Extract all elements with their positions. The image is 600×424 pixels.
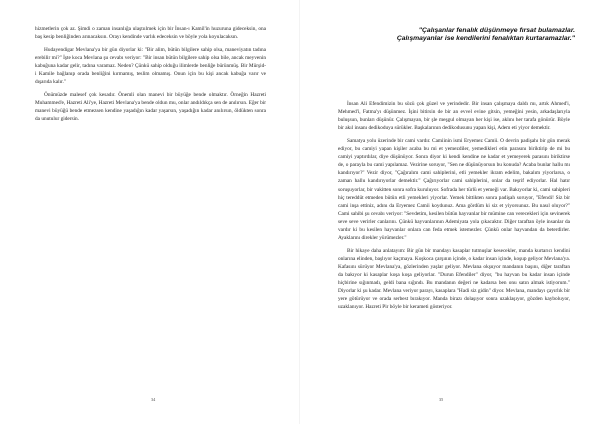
left-paragraph-2: Hudayendigar Mevlana'ya bir gün diyorlar ki: "Bir alim, bütün bilgilere sahip olsa, maneviyatın tadına erebilir mi?" İşte koca Mevlana şu cevabı veriyor: "Bir insan bütün bilgilere sahip olsa bile, ancak meyvenin kabuğuna kadar gelir, tadına varamaz. Neden? Çünkü sahip olduğu ilimlerde benliğe bürünmüş. Bir Mürşid-i Kamile bağlanıp orada benliğini kırmamış, teslim olmamış. Onun için bu kişi ancak kabuğa varır ve dışarıda kalır."	[35, 46, 266, 86]
right-page	[300, 0, 600, 424]
right-page-number: 35	[439, 397, 444, 402]
right-page-body	[338, 100, 570, 312]
right-paragraph-1: İnsan Ali Efendimizin bu sözü çok güzel ve yerindedir. Bir insan çalışmaya daldı mı, artık Ahmed'i, Mehmed'i, Fatma'yı düşünmez. İşini bitirsin de bir an evvel evine gitsin, yemeğini yesin, arkadaşlarıyla buluşsun, bunları düşünür. Çalışmayan, bir şle meşgul olmayan her kişi ise, aklını her tarafa gönürür. Böyle bir akıl insanı dedikoduya sürükler. Başkalarının dedikodusunu yapan kişi, Adem eti yiyor demektir.	[338, 101, 570, 132]
left-page-body	[35, 25, 266, 123]
left-paragraph-3: Önümüzde malesef çok kesadır. Önemli olan manevi bir büyüğe bende olmaktır. Örneğin Hazreti Muhammed'e, Hazreti Ali'ye, Hazreti Mevlana'ya bende oldun mu, onlar andıldıkça sen de anılırsın. Eğer bir manevi büyüğü bende etmezsen kendine yaşadığın kadar yaşarsın, yaşadığın kadar anılırsın, öldükten sonra da unutulur gidersin.	[35, 91, 266, 123]
right-paragraph-2: Samatya yolu üzerinde bir cami vardır. Camiinin ismi Eryemez Camii. O devrin padişahı bir gün merak ediyor, bu camiyi yapan kişiler acaba bu mi et yemezdiler, yemedikleri etin parasını biriktirip de mi bu camiyi yaptırdılar, diye düşünüyor. Sonra diyor ki kendi kendine ne kadar et yemeyerek parasını biriktirse de, o parayla bu cami yapılamaz. Vezirine soruyor, "Sen ne düşünüyorsun bu konuda? Acaba bunlar hallu mı kandırıyor?" Vezir diyor, "Çağıralım cami sahiplerini, etli yemekler ikram edelim, bakalım yiyorlarsa, o zaman hallu kandırıyorlar demektir." Çağırıyorlar cami sahiplerini, onlar da teşrif ediyorlar. Hal hatır soruşuyorlar, bir vakitten sonra sofra kuruluyor. Sofrada her türlü et yemeği var. Bakıyorlar ki, cami sahipleri hiç tereddüt etmeden bütün etli yemekleri yiyorlar. Yemek bittikten sonra padişah soruyor, "Efendi! Siz bir cami inşa ettiniz, adını da Eryemez Camii koydunuz. Ama gördüm ki siz et yiyorsunuz. Bu nasıl oluyor?" Cami sahibi şu cevabı veriyor: "Sevdetim, kesilen bütün hayvanlar bir mümine can verecekleri için sevinerek seve seve verirler canlarını. Çünkü hayvanlarının Ademiyata yola çıkacaktır. Diğer taraftan öyle insanlar da vardır ki bu kesilen hayvanlar onlara can feda etmek istemezler. Çünkü onlar hayvandan da beterdirler. Ayaklarını direkler yürümezler."	[338, 137, 570, 242]
right-paragraph-3: Bir hikaye daha anlatayım: Bir gün bir mandayı kasaplar tutmuşlar kesecekler, manda kurtarıcı kendini onlarına elinden, başlıyor kaçmaya. Koşkoca çarşının içinde, o kadar insan içinde, koşup geliyor Mevlana'ya. Kafasını sürüyor Mevlana'ya, gözlerinden yaşlar geliyor. Mevlana okşuyor mandanın başını, diğer taraftan da bakıyor ki kasaplar koşa koşa geliyorlar. "Durun Efendiler" diyor, "bu hayvan bu kadar insan içinde hiçbirine sığınmadı, geldi bana sığındı. Bu mandanın değeri ne kadarsa ben onu satın almak istiyorum." Diyorlar ki şu kadar. Mevlana veriyor parayı, kasaplara "Hadi siz gidin" diyor. Mevlana, mandayı çayırlık bir yere götürüyor ve orada serbest bırakıyor. Manda birazı dolaşıyor sonra uzaklaşıyor, gözden kayboluyor, uzaklanıyor. Hazreti Pir böyle bir kerameti gösteriyor.	[338, 247, 570, 311]
left-page-number: 34	[151, 397, 156, 402]
left-paragraph-1: hizmetlerin çok az. Şimdi o zaman insanlığa ulaştıılmek için bir İnsan-ı Kamil'in huzuruna gideceksin, ona baş kesip benliğinden arınacaksın. Orayı kendinde varlık edeceksin ve böyle yola koyulacaksın.	[35, 26, 266, 41]
epigraph-quote: "Çalışanlar fenalık düşünmeye fırsat bulamazlar. Çalışmayanlar ise kendilerini fenalıktan kurtaramazlar."	[396, 27, 575, 43]
